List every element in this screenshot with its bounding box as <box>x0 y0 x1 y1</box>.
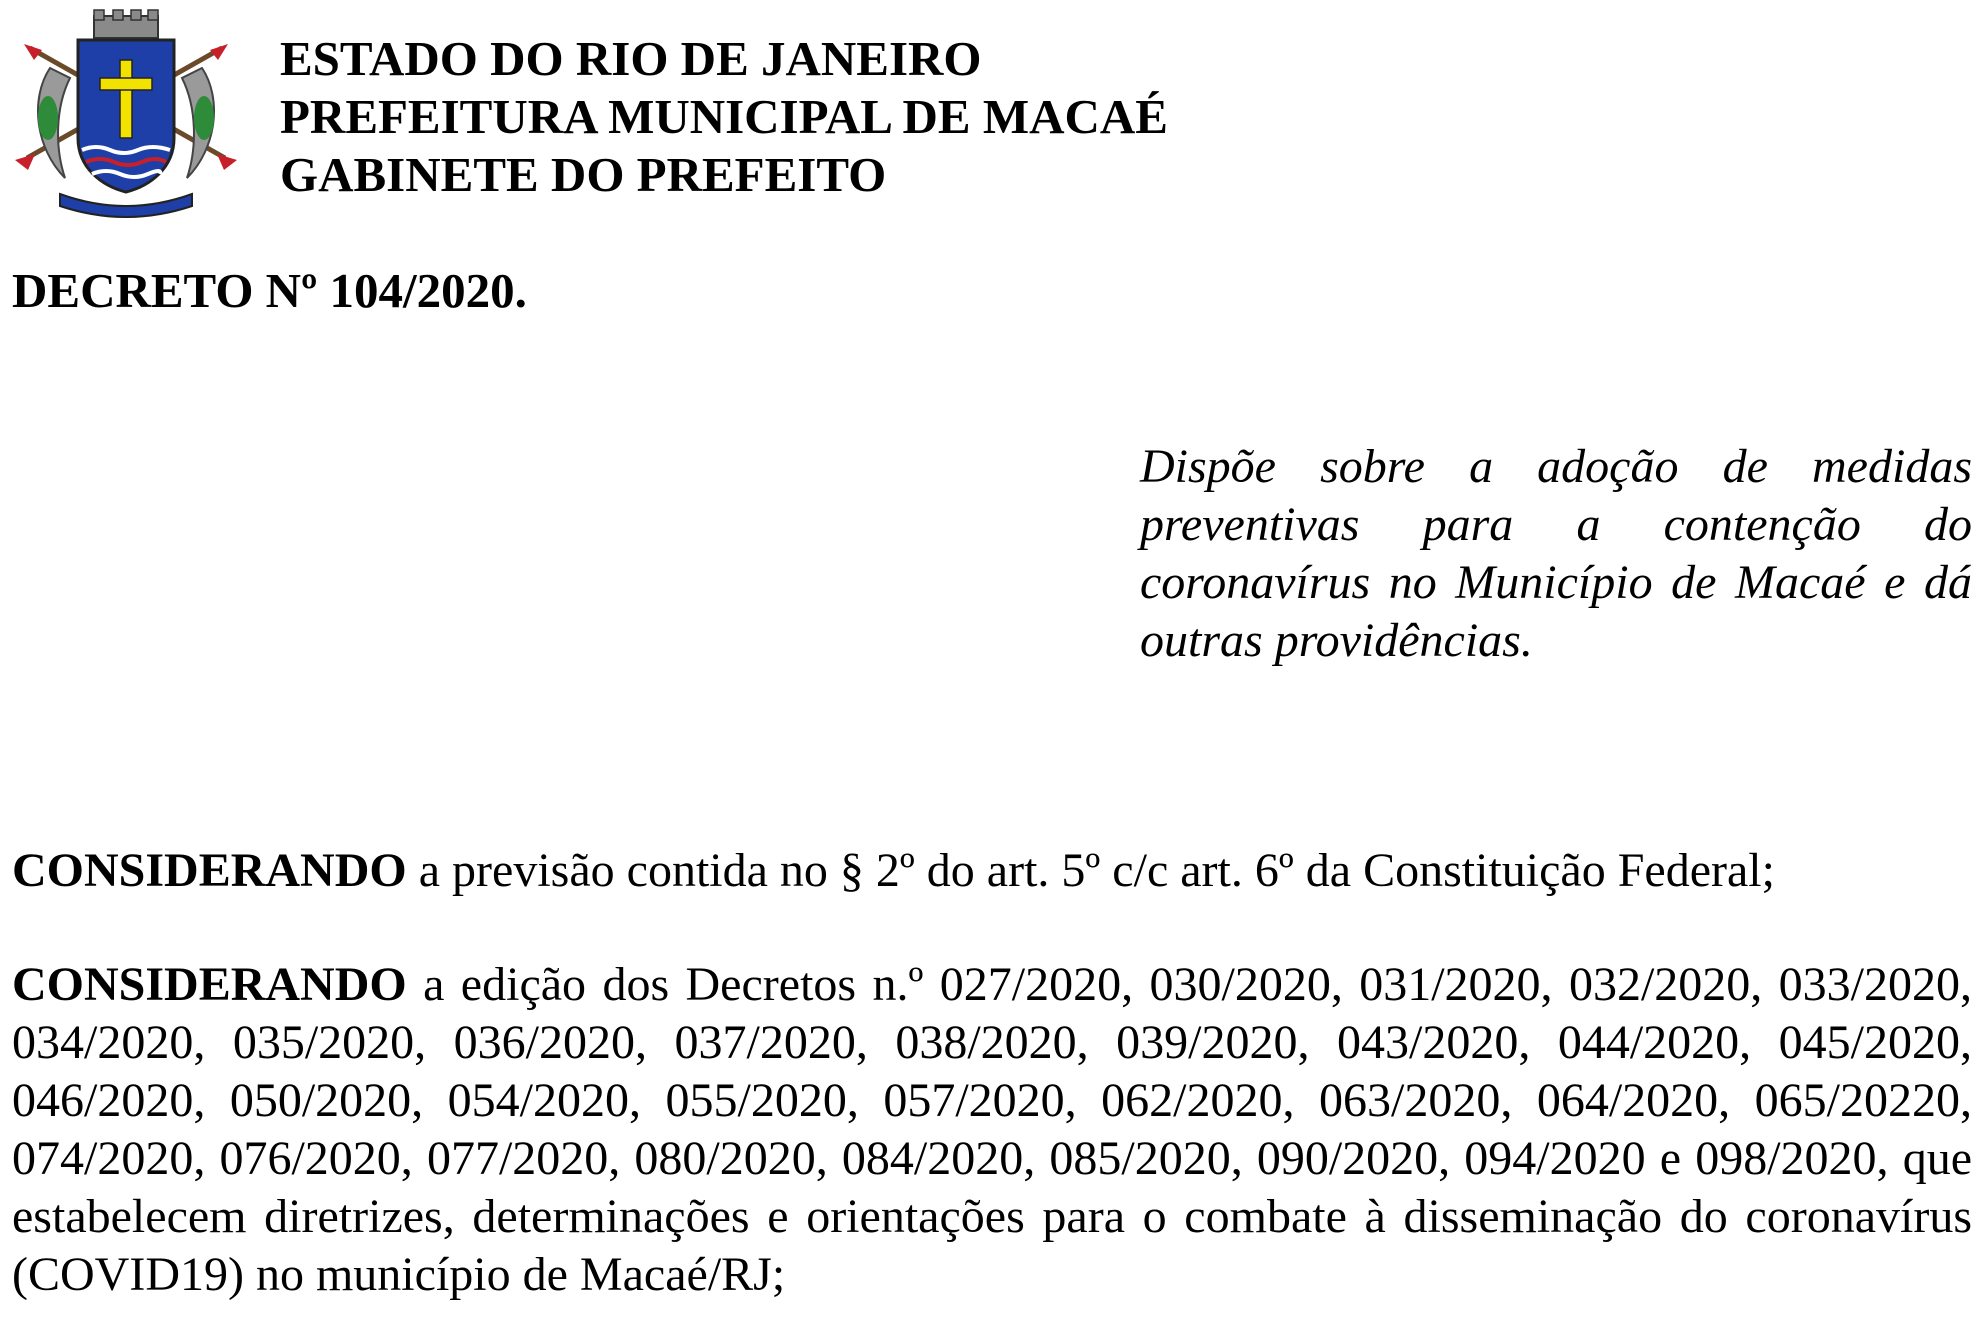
decree-title: DECRETO Nº 104/2020. <box>12 263 527 318</box>
header-cabinet: GABINETE DO PREFEITO <box>280 147 887 202</box>
considering-lead: CONSIDERANDO <box>12 844 407 897</box>
decree-summary: Dispõe sobre a adoção de medidas preventivas para a contenção do coronavírus no Município de Macaé e dá outras providências. <box>1140 440 1972 667</box>
considering-lead: CONSIDERANDO <box>12 958 407 1011</box>
letterhead <box>280 30 1168 204</box>
considering-text: a previsão contida no § 2º do art. 5º c/c art. 6º da Constituição Federal; <box>406 844 1775 897</box>
considering-paragraph-1 <box>12 842 1972 900</box>
header-state: ESTADO DO RIO DE JANEIRO <box>280 31 982 86</box>
coat-of-arms-icon <box>10 8 242 218</box>
considering-paragraph-2 <box>12 956 1972 1304</box>
header-prefecture: PREFEITURA MUNICIPAL DE MACAÉ <box>280 89 1168 144</box>
considering-text: a edição dos Decretos n.º 027/2020, 030/2020, 031/2020, 032/2020, 033/2020, 034/2020, 035/2020, 036/2020, 037/2020, 038/2020, 039/2020, 043/2020, 044/2020, 045/2020, 046/2020, 050/2020, 054/2020, 055/2020, 057/2020, 062/2020, 063/2020, 064/2020, 065/20220, 074/2020, 076/2020, 077/2020, 080/2020, 084/2020, 085/2020, 090/2020, 094/2020 e 098/2020, que estabelecem diretrizes, determinações e orientações para o combate à disseminação do coronavírus (COVID19) no município de Macaé/RJ; <box>12 958 1972 1301</box>
